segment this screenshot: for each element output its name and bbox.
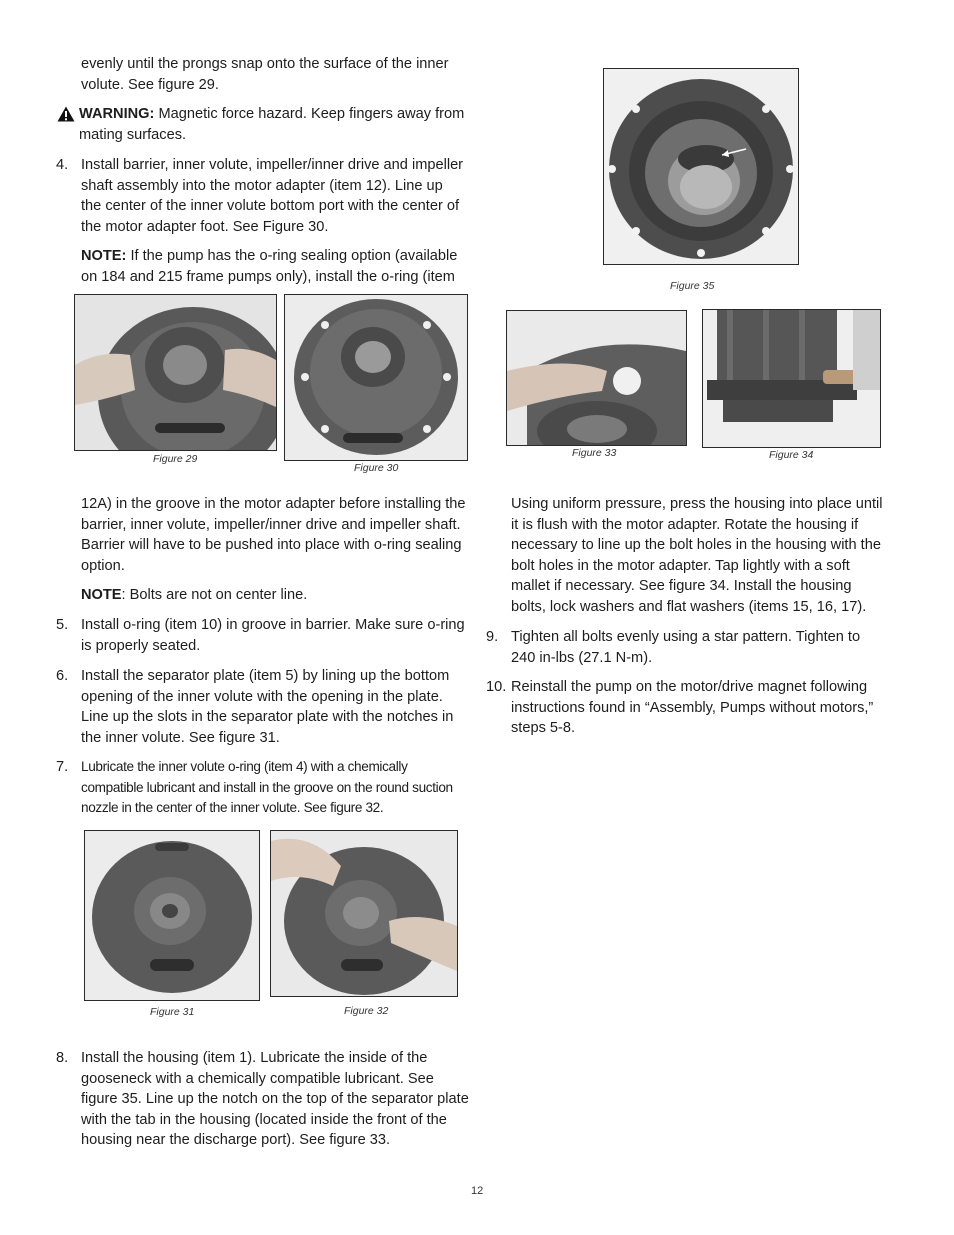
step-8 (56, 1048, 471, 1151)
figure-29-photo (74, 294, 277, 451)
figure-30-caption: Figure 30 (354, 462, 399, 474)
figure-31-caption: Figure 31 (150, 1006, 195, 1018)
note-text: If the pump has the o-ring sealing option (available on 184 and 215 frame pumps only), install the o-ring (item (81, 248, 458, 285)
step-text: Install o-ring (item 10) in groove in barrier. Make sure o-ring is properly seated. (81, 617, 465, 654)
figure-32-photo (270, 830, 458, 997)
paragraph-press-housing: Using uniform pressure, press the housing into place until it is flush with the motor adapter. Rotate the housing if necessary to line up the bolt holes in the housing with the bolt holes in the motor adapter. Tap lightly with a soft mallet if necessary. See figure 34. Install the housing bolts, lock washers and flat washers (items 15, 16, 17). (511, 496, 883, 615)
page-number: 12 (471, 1185, 484, 1197)
note-bolts (81, 585, 466, 606)
figure-35-photo (603, 68, 799, 265)
figure-34-caption: Figure 34 (769, 449, 814, 461)
step-text: Reinstall the pump on the motor/drive magnet following instructions found in “Assembly, Pumps without motors,” steps 5-8. (511, 679, 874, 737)
step-10 (486, 677, 883, 739)
figure-29-caption: Figure 29 (153, 453, 198, 465)
step-text: Install the housing (item 1). Lubricate the inside of the gooseneck with a chemically compatible lubricant. See figure 35. Line up the notch on the top of the separator plate with the tab in the housing (located inside the front of the housing near the discharge port). See figure 33. (81, 1050, 469, 1149)
warning-text: Magnetic force hazard. Keep fingers away from mating surfaces. (79, 106, 465, 143)
figure-35-caption: Figure 35 (670, 280, 715, 292)
warning-triangle-icon (57, 106, 75, 122)
figure-31-photo (84, 830, 260, 1001)
step-9 (486, 627, 883, 668)
warning-block (79, 104, 474, 145)
step-number: 7. (56, 759, 69, 775)
step-number: 8. (56, 1050, 69, 1066)
step-text: Install the separator plate (item 5) by lining up the bottom opening of the inner volute with the opening in the plate. Line up the slots in the separator plate with the notches in the inner volute. See figure 31. (81, 668, 454, 746)
step-text: Tighten all bolts evenly using a star pattern. Tighten to 240 in-lbs (27.1 N-m). (511, 629, 861, 666)
note-o-ring-continued: 12A) in the groove in the motor adapter before installing the barrier, inner volute, impeller/inner drive and impeller shaft. Barrier will have to be pushed into place with o-ring sealing option. (81, 496, 466, 574)
step-4 (56, 155, 466, 237)
paragraph-continuation: evenly until the prongs snap onto the surface of the inner volute. See figure 29. (81, 56, 449, 93)
note-label: NOTE: (81, 248, 127, 264)
figure-33-caption: Figure 33 (572, 447, 617, 459)
step-text: Install barrier, inner volute, impeller/inner drive and impeller shaft assembly into the motor adapter (item 12). Line up the center of the inner volute bottom port with the center of the motor adapter foot. See Figure 30. (81, 157, 464, 235)
step-number: 6. (56, 668, 69, 684)
note-text: : Bolts are not on center line. (121, 587, 308, 603)
step-text: Lubricate the inner volute o-ring (item 4) with a chemically compatible lubricant and install in the groove on the round suction nozzle in the center of the inner volute. See figure 32. (81, 759, 453, 816)
step-6 (56, 666, 466, 748)
step-5 (56, 615, 466, 656)
step-number: 9. (486, 629, 499, 645)
step-number: 5. (56, 617, 69, 633)
step-7 (56, 757, 466, 819)
figure-30-photo (284, 294, 468, 461)
note-o-ring (81, 246, 466, 287)
figure-34-photo (702, 309, 881, 448)
note-label: NOTE (81, 587, 122, 603)
warning-label: WARNING: (79, 106, 155, 122)
step-number: 10. (486, 679, 507, 695)
figure-33-photo (506, 310, 687, 446)
figure-32-caption: Figure 32 (344, 1005, 389, 1017)
step-number: 4. (56, 157, 69, 173)
